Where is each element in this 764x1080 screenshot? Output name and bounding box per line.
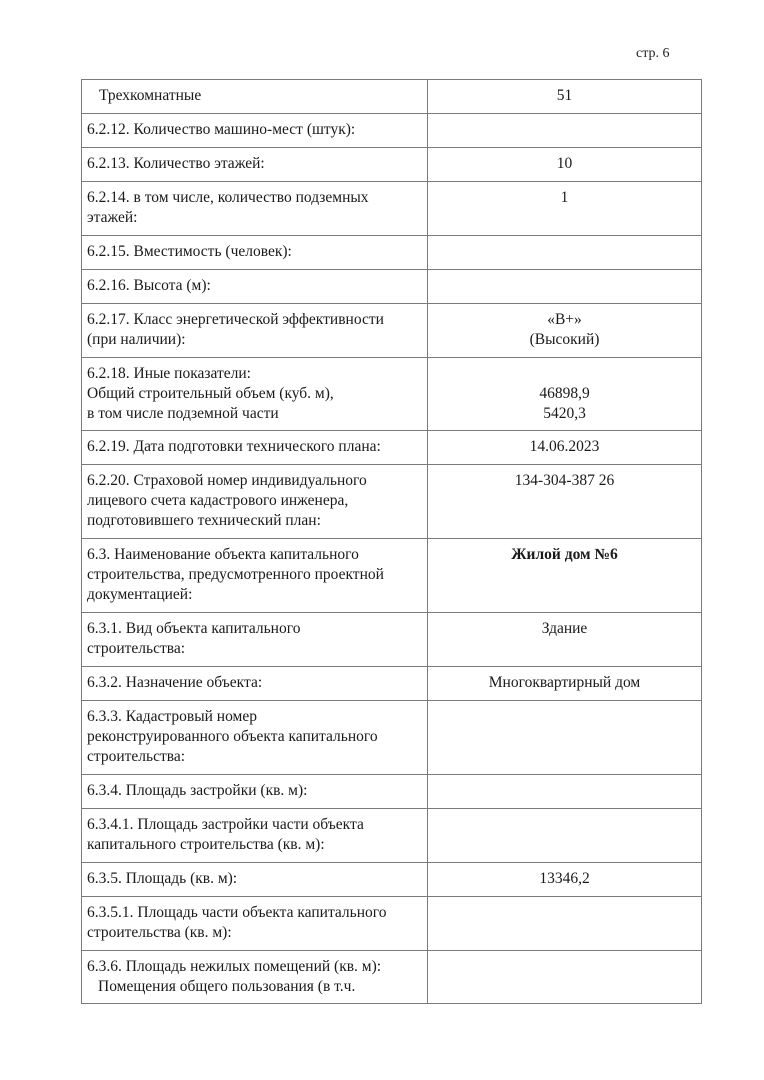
label-line: (при наличии): — [87, 331, 186, 348]
table-row — [82, 951, 702, 1004]
table-row — [82, 236, 702, 270]
label-line: капитального строительства (кв. м): — [87, 836, 325, 853]
label-line: 6.3.4. Площадь застройки (кв. м): — [87, 782, 308, 799]
label-line: 6.3.2. Назначение объекта: — [87, 674, 263, 691]
row-value — [428, 304, 702, 358]
value-line: (Высокий) — [529, 331, 600, 348]
label-line: 6.2.12. Количество машино-мест (штук): — [87, 121, 356, 138]
label-line: 6.2.13. Количество этажей: — [87, 155, 265, 172]
table-row — [82, 304, 702, 358]
value-line: 10 — [556, 155, 573, 172]
table-row — [82, 431, 702, 465]
value-line: 134-304-387 26 — [514, 472, 615, 489]
row-label — [82, 613, 428, 667]
label-line: 6.2.16. Высота (м): — [87, 277, 211, 294]
table-row — [82, 148, 702, 182]
row-value — [428, 114, 702, 148]
value-line: 13346,2 — [539, 870, 590, 887]
label-line: в том числе подземной части — [87, 405, 279, 422]
value-line: 5420,3 — [543, 405, 586, 422]
row-value — [428, 358, 702, 431]
label-line: лицевого счета кадастрового инженера, — [87, 492, 349, 509]
row-label — [82, 539, 428, 613]
row-label — [82, 148, 428, 182]
label-line: 6.2.18. Иные показатели: — [87, 365, 251, 382]
row-value — [428, 270, 702, 304]
label-line: 6.3.4.1. Площадь застройки части объекта — [87, 816, 364, 833]
table-row — [82, 701, 702, 775]
row-value — [428, 539, 702, 613]
label-line: строительства: — [87, 748, 186, 765]
row-value — [428, 863, 702, 897]
table-row — [82, 863, 702, 897]
row-label — [82, 236, 428, 270]
row-label — [82, 897, 428, 951]
label-line: строительства (кв. м): — [87, 924, 232, 941]
row-label — [82, 775, 428, 809]
label-line: 6.2.19. Дата подготовки технического плана: — [87, 438, 381, 455]
row-value — [428, 667, 702, 701]
value-line: 14.06.2023 — [529, 438, 600, 455]
row-label — [82, 304, 428, 358]
table-row — [82, 667, 702, 701]
table-row — [82, 182, 702, 236]
row-label — [82, 270, 428, 304]
label-line: строительства: — [87, 640, 186, 657]
row-value — [428, 613, 702, 667]
row-label — [82, 80, 428, 114]
row-label — [82, 114, 428, 148]
table-row — [82, 539, 702, 613]
value-line: 51 — [556, 87, 573, 104]
value-line — [433, 364, 696, 384]
label-line: 6.2.17. Класс энергетической эффективности — [87, 311, 384, 328]
label-line: Трехкомнатные — [99, 87, 202, 104]
value-line: «В+» — [547, 311, 582, 328]
table-row — [82, 80, 702, 114]
table-row — [82, 897, 702, 951]
table-row — [82, 465, 702, 539]
row-value — [428, 431, 702, 465]
value-line: 46898,9 — [539, 385, 590, 402]
label-line: документацией: — [87, 586, 193, 603]
row-label — [82, 182, 428, 236]
value-line: 1 — [560, 189, 569, 206]
row-label — [82, 667, 428, 701]
row-label — [82, 863, 428, 897]
row-value — [428, 775, 702, 809]
technical-indicators-table — [81, 79, 702, 1004]
value-line: Многоквартирный дом — [488, 674, 641, 691]
label-line: 6.2.20. Страховой номер индивидуального — [87, 472, 367, 489]
row-label — [82, 701, 428, 775]
label-line: 6.3.6. Площадь нежилых помещений (кв. м): — [87, 958, 382, 975]
row-value — [428, 236, 702, 270]
label-line: 6.3.5.1. Площадь части объекта капитального — [87, 904, 387, 921]
row-value — [428, 148, 702, 182]
label-line: 6.3.3. Кадастровый номер — [87, 708, 257, 725]
label-line: реконструированного объекта капитального — [87, 728, 378, 745]
row-label — [82, 809, 428, 863]
row-label — [82, 358, 428, 431]
row-value — [428, 465, 702, 539]
row-value — [428, 951, 702, 1004]
label-line: подготовившего технический план: — [87, 512, 321, 529]
table-row — [82, 270, 702, 304]
row-label — [82, 465, 428, 539]
table-row — [82, 613, 702, 667]
table-row — [82, 358, 702, 431]
label-line: этажей: — [87, 209, 138, 226]
object-name-value: Жилой дом №6 — [511, 546, 618, 563]
row-label — [82, 431, 428, 465]
label-line: Помещения общего пользования (в т.ч. — [98, 978, 356, 995]
label-line: строительства, предусмотренного проектной — [87, 566, 384, 583]
value-line: Здание — [541, 620, 588, 637]
row-value — [428, 809, 702, 863]
row-value — [428, 182, 702, 236]
label-line: 6.2.14. в том числе, количество подземных — [87, 189, 369, 206]
row-value — [428, 80, 702, 114]
row-label — [82, 951, 428, 1004]
table-row — [82, 775, 702, 809]
table-row — [82, 809, 702, 863]
row-value — [428, 701, 702, 775]
row-value — [428, 897, 702, 951]
label-line: 6.2.15. Вместимость (человек): — [87, 243, 292, 260]
label-line: 6.3. Наименование объекта капитального — [87, 546, 359, 563]
label-line: Общий строительный объем (куб. м), — [87, 385, 334, 402]
label-line: 6.3.5. Площадь (кв. м): — [87, 870, 238, 887]
label-line: 6.3.1. Вид объекта капитального — [87, 620, 301, 637]
page-number: стр. 6 — [636, 46, 670, 61]
table-row — [82, 114, 702, 148]
